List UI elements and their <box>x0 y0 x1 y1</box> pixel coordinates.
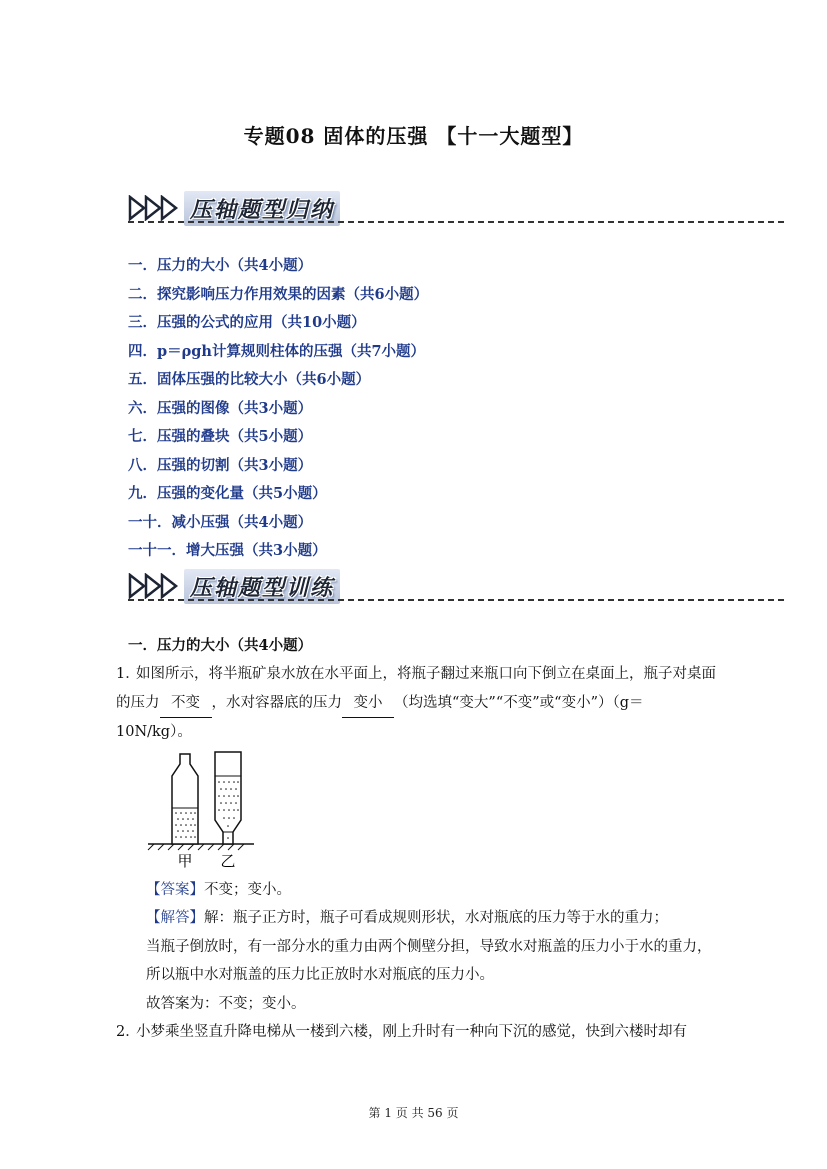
toc-item[interactable]: 六．压强的图像（共3小题） <box>128 399 313 417</box>
triple-arrow-icon <box>128 573 180 599</box>
divider <box>128 221 784 223</box>
toc-item[interactable]: 一十．减小压强（共4小题） <box>128 513 313 531</box>
question-text: 如图所示，将半瓶矿泉水放在水平面上，将瓶子翻过来瓶口向下倒立在桌面上，瓶子对桌面的压力 <box>116 666 716 711</box>
analysis-tag: 【解答】 <box>146 910 204 926</box>
analysis-conclusion: 故答案为：不变；变小。 <box>146 996 306 1012</box>
page-title: 专题08 固体的压强 【十一大题型】 <box>243 124 584 148</box>
banner-summary-label: 压轴题型归纳 <box>184 191 340 226</box>
table-of-contents <box>128 252 428 566</box>
toc-item[interactable]: 五．固体压强的比较大小（共6小题） <box>128 371 371 388</box>
question-2 <box>116 1018 716 1047</box>
answer-blank-2: 变小 <box>342 689 394 719</box>
analysis-line <box>146 904 716 933</box>
analysis-text: 解：瓶子正方时，瓶子可看成规则形状，水对瓶底的压力等于水的重力； <box>204 910 668 926</box>
toc-item[interactable]: 八．压强的切割（共3小题） <box>128 456 313 474</box>
toc-item[interactable]: 七．压强的叠块（共5小题） <box>128 428 313 445</box>
section-banner-training <box>128 569 340 603</box>
question-text: ，水对容器底的压力 <box>211 694 342 711</box>
section-banner-summary <box>128 191 340 225</box>
bottles-figure <box>146 748 256 874</box>
toc-item[interactable]: 三．压强的公式的应用（共10小题） <box>128 314 366 331</box>
question-text: 小梦乘坐竖直升降电梯从一楼到六楼，刚上升时有一种向下沉的感觉，快到六楼时却有 <box>136 1024 687 1040</box>
analysis-line: 当瓶子倒放时，有一部分水的重力由两个侧壁分担，导致水对瓶盖的压力小于水的重力， <box>146 939 712 955</box>
bottles-diagram <box>146 748 256 870</box>
figure-label-right: 乙 <box>220 852 236 870</box>
toc-item[interactable]: 一十一．增大压强（共3小题） <box>128 542 327 559</box>
answer-tag: 【答案】 <box>146 882 204 898</box>
banner-training-label: 压轴题型训练 <box>184 569 340 604</box>
question-number: 2． <box>116 1024 140 1040</box>
page-footer: 第 1 页 共 56 页 <box>368 1106 459 1120</box>
toc-item[interactable]: 二．探究影响压力作用效果的因素（共6小题） <box>128 285 429 303</box>
divider <box>128 599 784 601</box>
answer-text: 不变；变小。 <box>204 882 291 898</box>
answer-line <box>146 876 716 905</box>
triple-arrow-icon <box>128 195 180 221</box>
answer-blank-1: 不变 <box>160 689 212 719</box>
figure-label-left: 甲 <box>177 852 193 870</box>
question-number: 1． <box>116 666 140 682</box>
toc-item[interactable]: 九．压强的变化量（共5小题） <box>128 485 327 502</box>
analysis-line: 所以瓶中水对瓶盖的压力比正放时水对瓶底的压力小。 <box>146 967 494 983</box>
question-text: （均选填“变大”“不变”或“变小”）（g＝10N/kg）。 <box>116 694 644 740</box>
toc-item[interactable]: 四．p＝ρgh计算规则柱体的压强（共7小题） <box>128 342 426 360</box>
section-heading: 一．压力的大小（共4小题） <box>128 637 313 654</box>
question-1 <box>116 660 716 747</box>
toc-item[interactable]: 一．压力的大小（共4小题） <box>128 257 313 274</box>
